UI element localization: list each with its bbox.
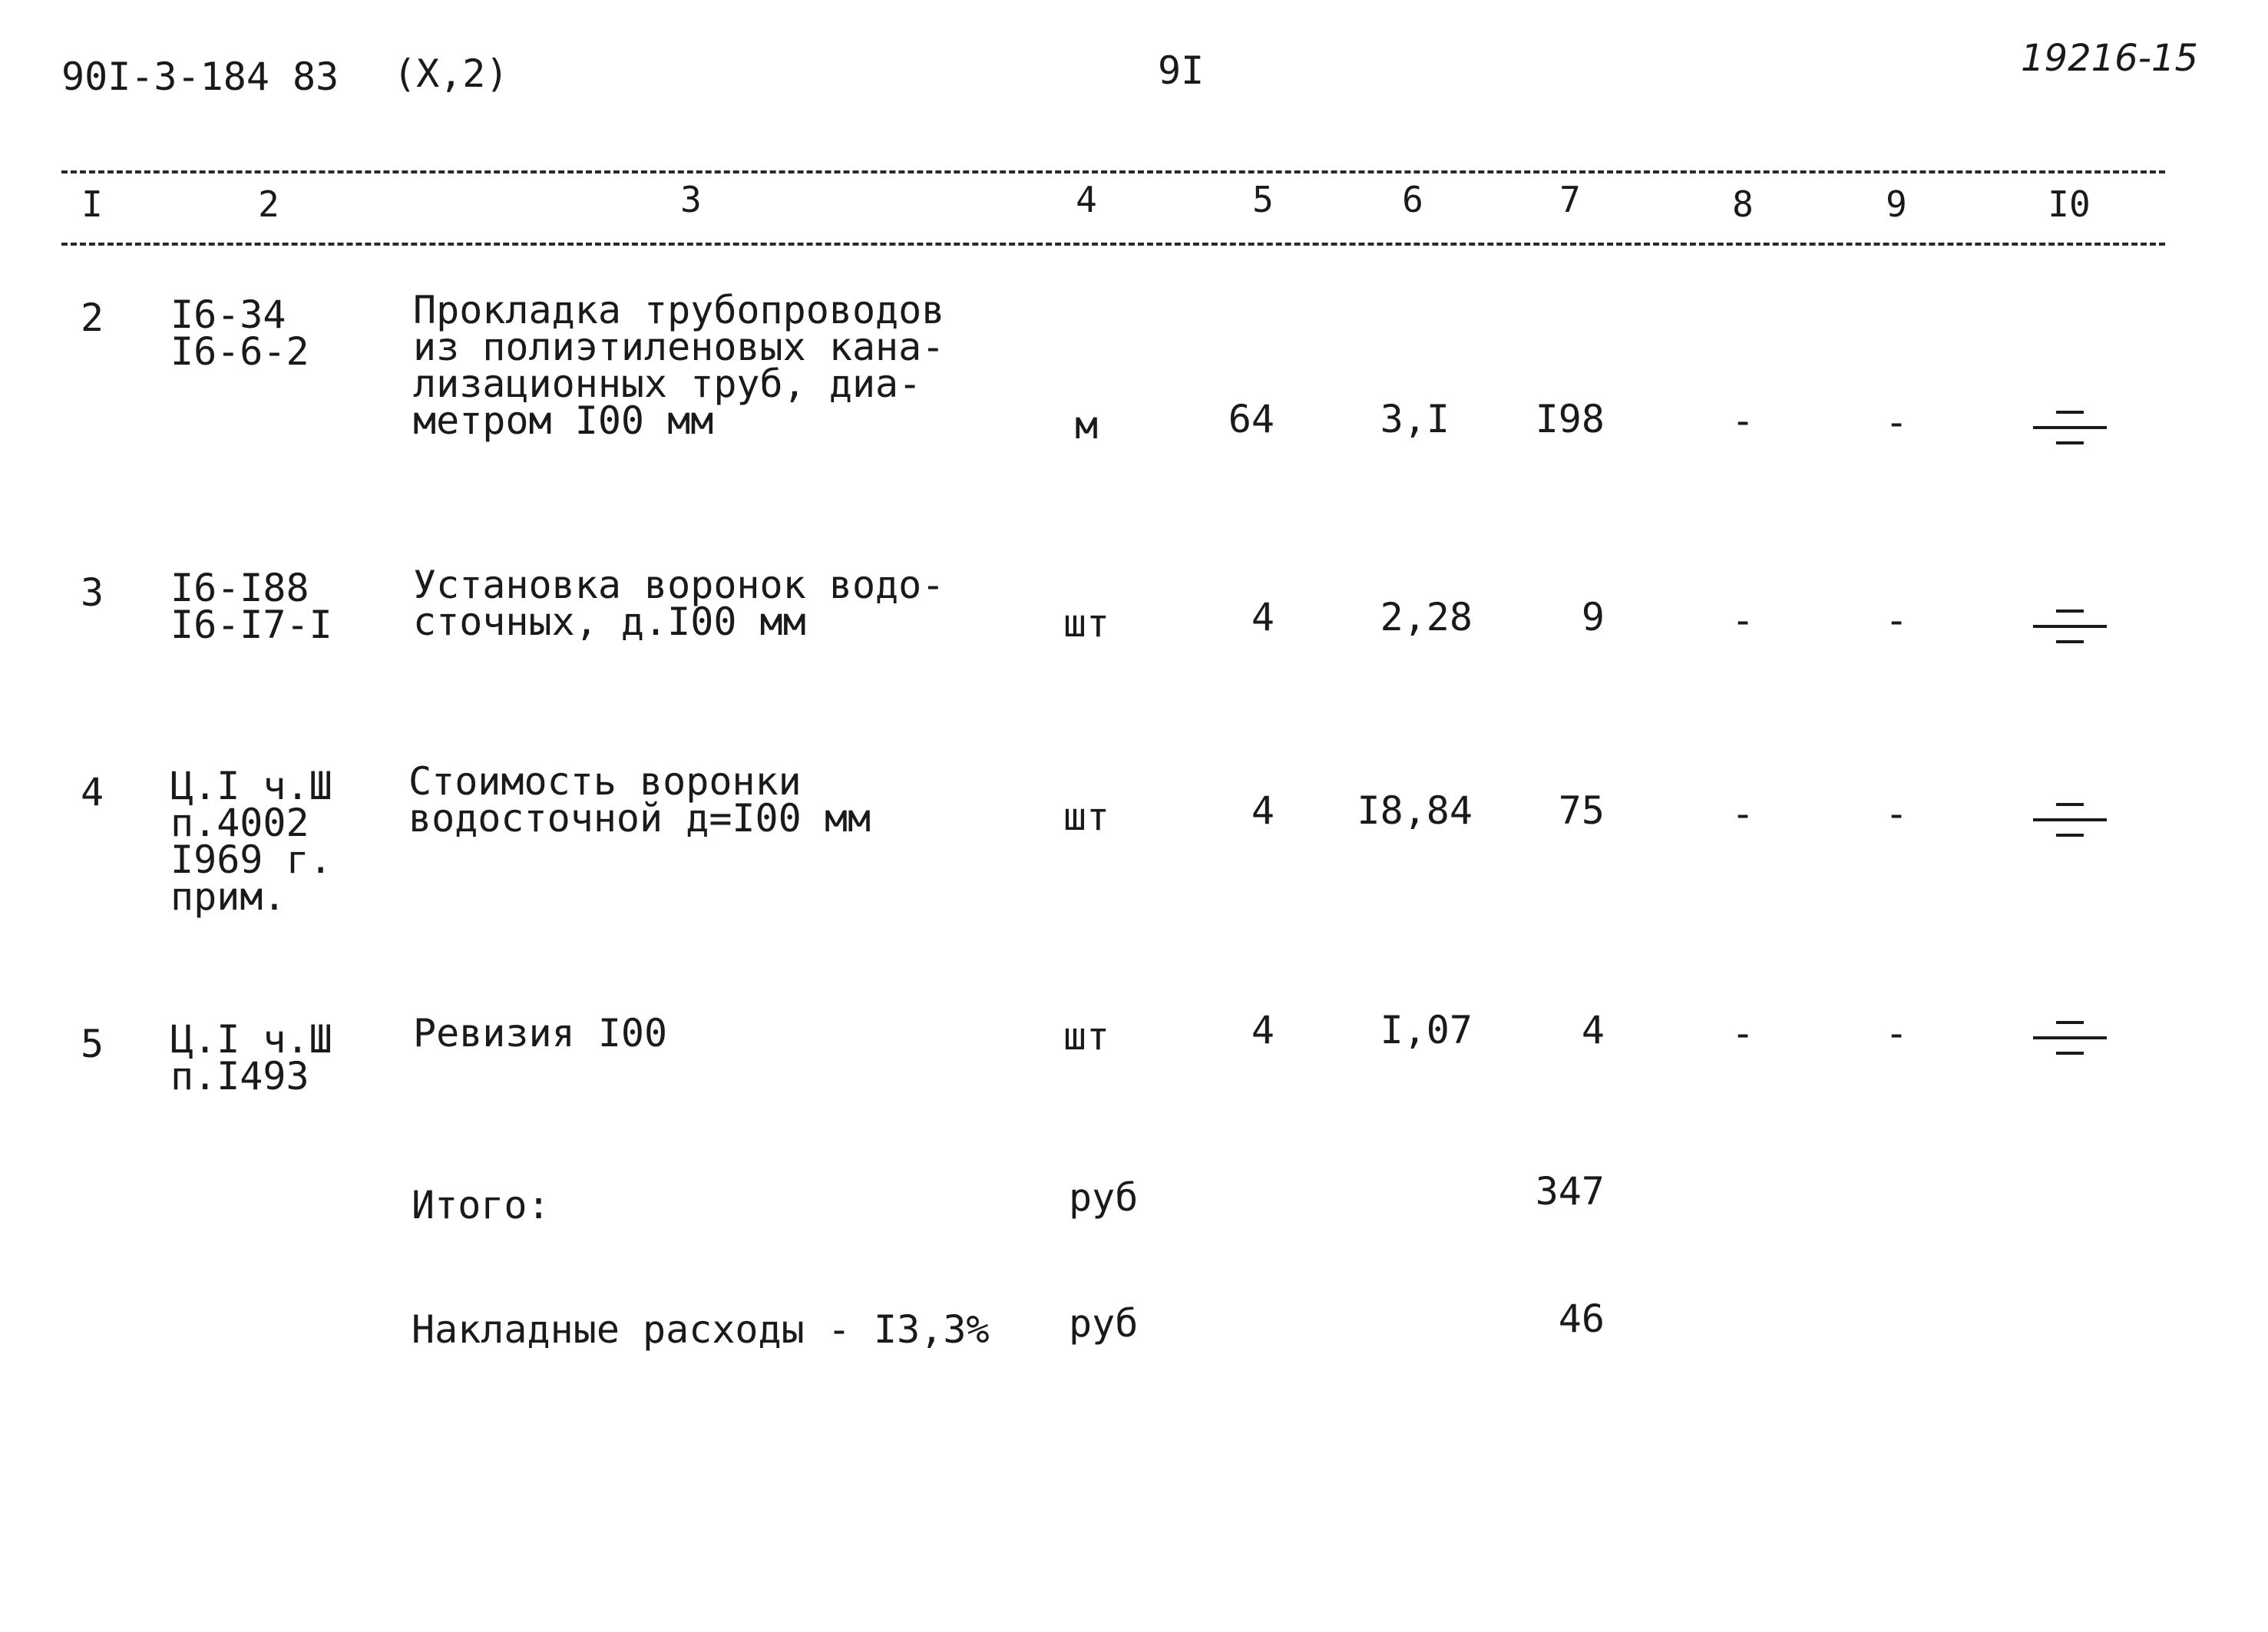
header-bottom-rule [61, 243, 2165, 246]
column-8-value: - [1731, 1011, 1755, 1056]
quantity: 4 [1251, 788, 1275, 833]
summary-label: Накладные расходы - I3,3% [412, 1307, 990, 1352]
total-cost: 9 [1581, 595, 1605, 639]
work-description: Установка воронок водо- сточных, д.I00 мм [413, 563, 945, 644]
rate-code: I6-34 I6-6-2 [170, 292, 309, 374]
total-cost: 4 [1581, 1008, 1605, 1052]
unit: шт [1063, 601, 1110, 646]
column-header-10: I0 [2048, 183, 2091, 225]
ditto-mark-icon [2033, 797, 2107, 843]
work-description: Ревизия I00 [413, 1011, 668, 1056]
work-description: Стоимость воронки водосточной д=I00 мм [408, 759, 871, 841]
total-cost: 75 [1558, 788, 1605, 833]
column-header-3: 3 [680, 179, 702, 220]
column-header-1: I [81, 183, 103, 225]
column-9-value: - [1884, 791, 1909, 836]
unit-price: 3,I [1380, 397, 1450, 441]
quantity: 4 [1251, 595, 1275, 639]
summary-total: 46 [1558, 1297, 1605, 1341]
column-header-9: 9 [1886, 183, 1907, 225]
quantity: 64 [1228, 397, 1275, 441]
rate-code: Ц.I ч.Ш п.4002 I969 г. прим. [170, 764, 332, 919]
ditto-mark-icon [2033, 603, 2107, 649]
row-number: 4 [80, 770, 104, 814]
unit: шт [1063, 1014, 1110, 1059]
summary-unit: руб [1069, 1175, 1139, 1220]
column-9-value: - [1884, 1011, 1909, 1056]
unit-price: 2,28 [1380, 595, 1473, 639]
header-top-rule [61, 170, 2165, 173]
column-header-4: 4 [1076, 179, 1097, 220]
ditto-mark-icon [2033, 1015, 2107, 1061]
page-number: 9I [1158, 48, 1205, 93]
row-number: 5 [80, 1022, 104, 1066]
unit: м [1074, 403, 1099, 448]
rate-code: I6-I88 I6-I7-I [170, 566, 332, 647]
column-header-2: 2 [258, 183, 279, 225]
column-header-6: 6 [1402, 179, 1423, 220]
document-code: 90I-3-184 83 [61, 55, 339, 99]
work-description: Прокладка трубопроводов из полиэтиленовых кана- лизационных труб, диа- метром I00 мм [413, 288, 945, 443]
rate-code: Ц.I ч.Ш п.I493 [170, 1017, 332, 1098]
total-cost: I98 [1535, 397, 1605, 441]
column-8-value: - [1731, 598, 1755, 643]
column-9-value: - [1884, 400, 1909, 444]
column-8-value: - [1731, 791, 1755, 836]
row-number: 2 [80, 296, 104, 340]
summary-label: Итого: [412, 1183, 550, 1227]
unit-price: I,07 [1380, 1008, 1473, 1052]
summary-unit: руб [1069, 1301, 1139, 1346]
unit-price: I8,84 [1357, 788, 1473, 833]
column-header-5: 5 [1252, 179, 1274, 220]
summary-total: 347 [1535, 1169, 1605, 1214]
section-code: (X,2) [393, 51, 509, 96]
column-9-value: - [1884, 598, 1909, 643]
unit: шт [1063, 795, 1110, 839]
column-header-7: 7 [1559, 179, 1581, 220]
column-header-8: 8 [1732, 183, 1754, 225]
ditto-mark-icon [2033, 405, 2107, 451]
row-number: 3 [80, 570, 104, 615]
quantity: 4 [1251, 1008, 1275, 1052]
handwritten-stamp: 19216-15 [2021, 37, 2199, 80]
column-8-value: - [1731, 398, 1755, 443]
